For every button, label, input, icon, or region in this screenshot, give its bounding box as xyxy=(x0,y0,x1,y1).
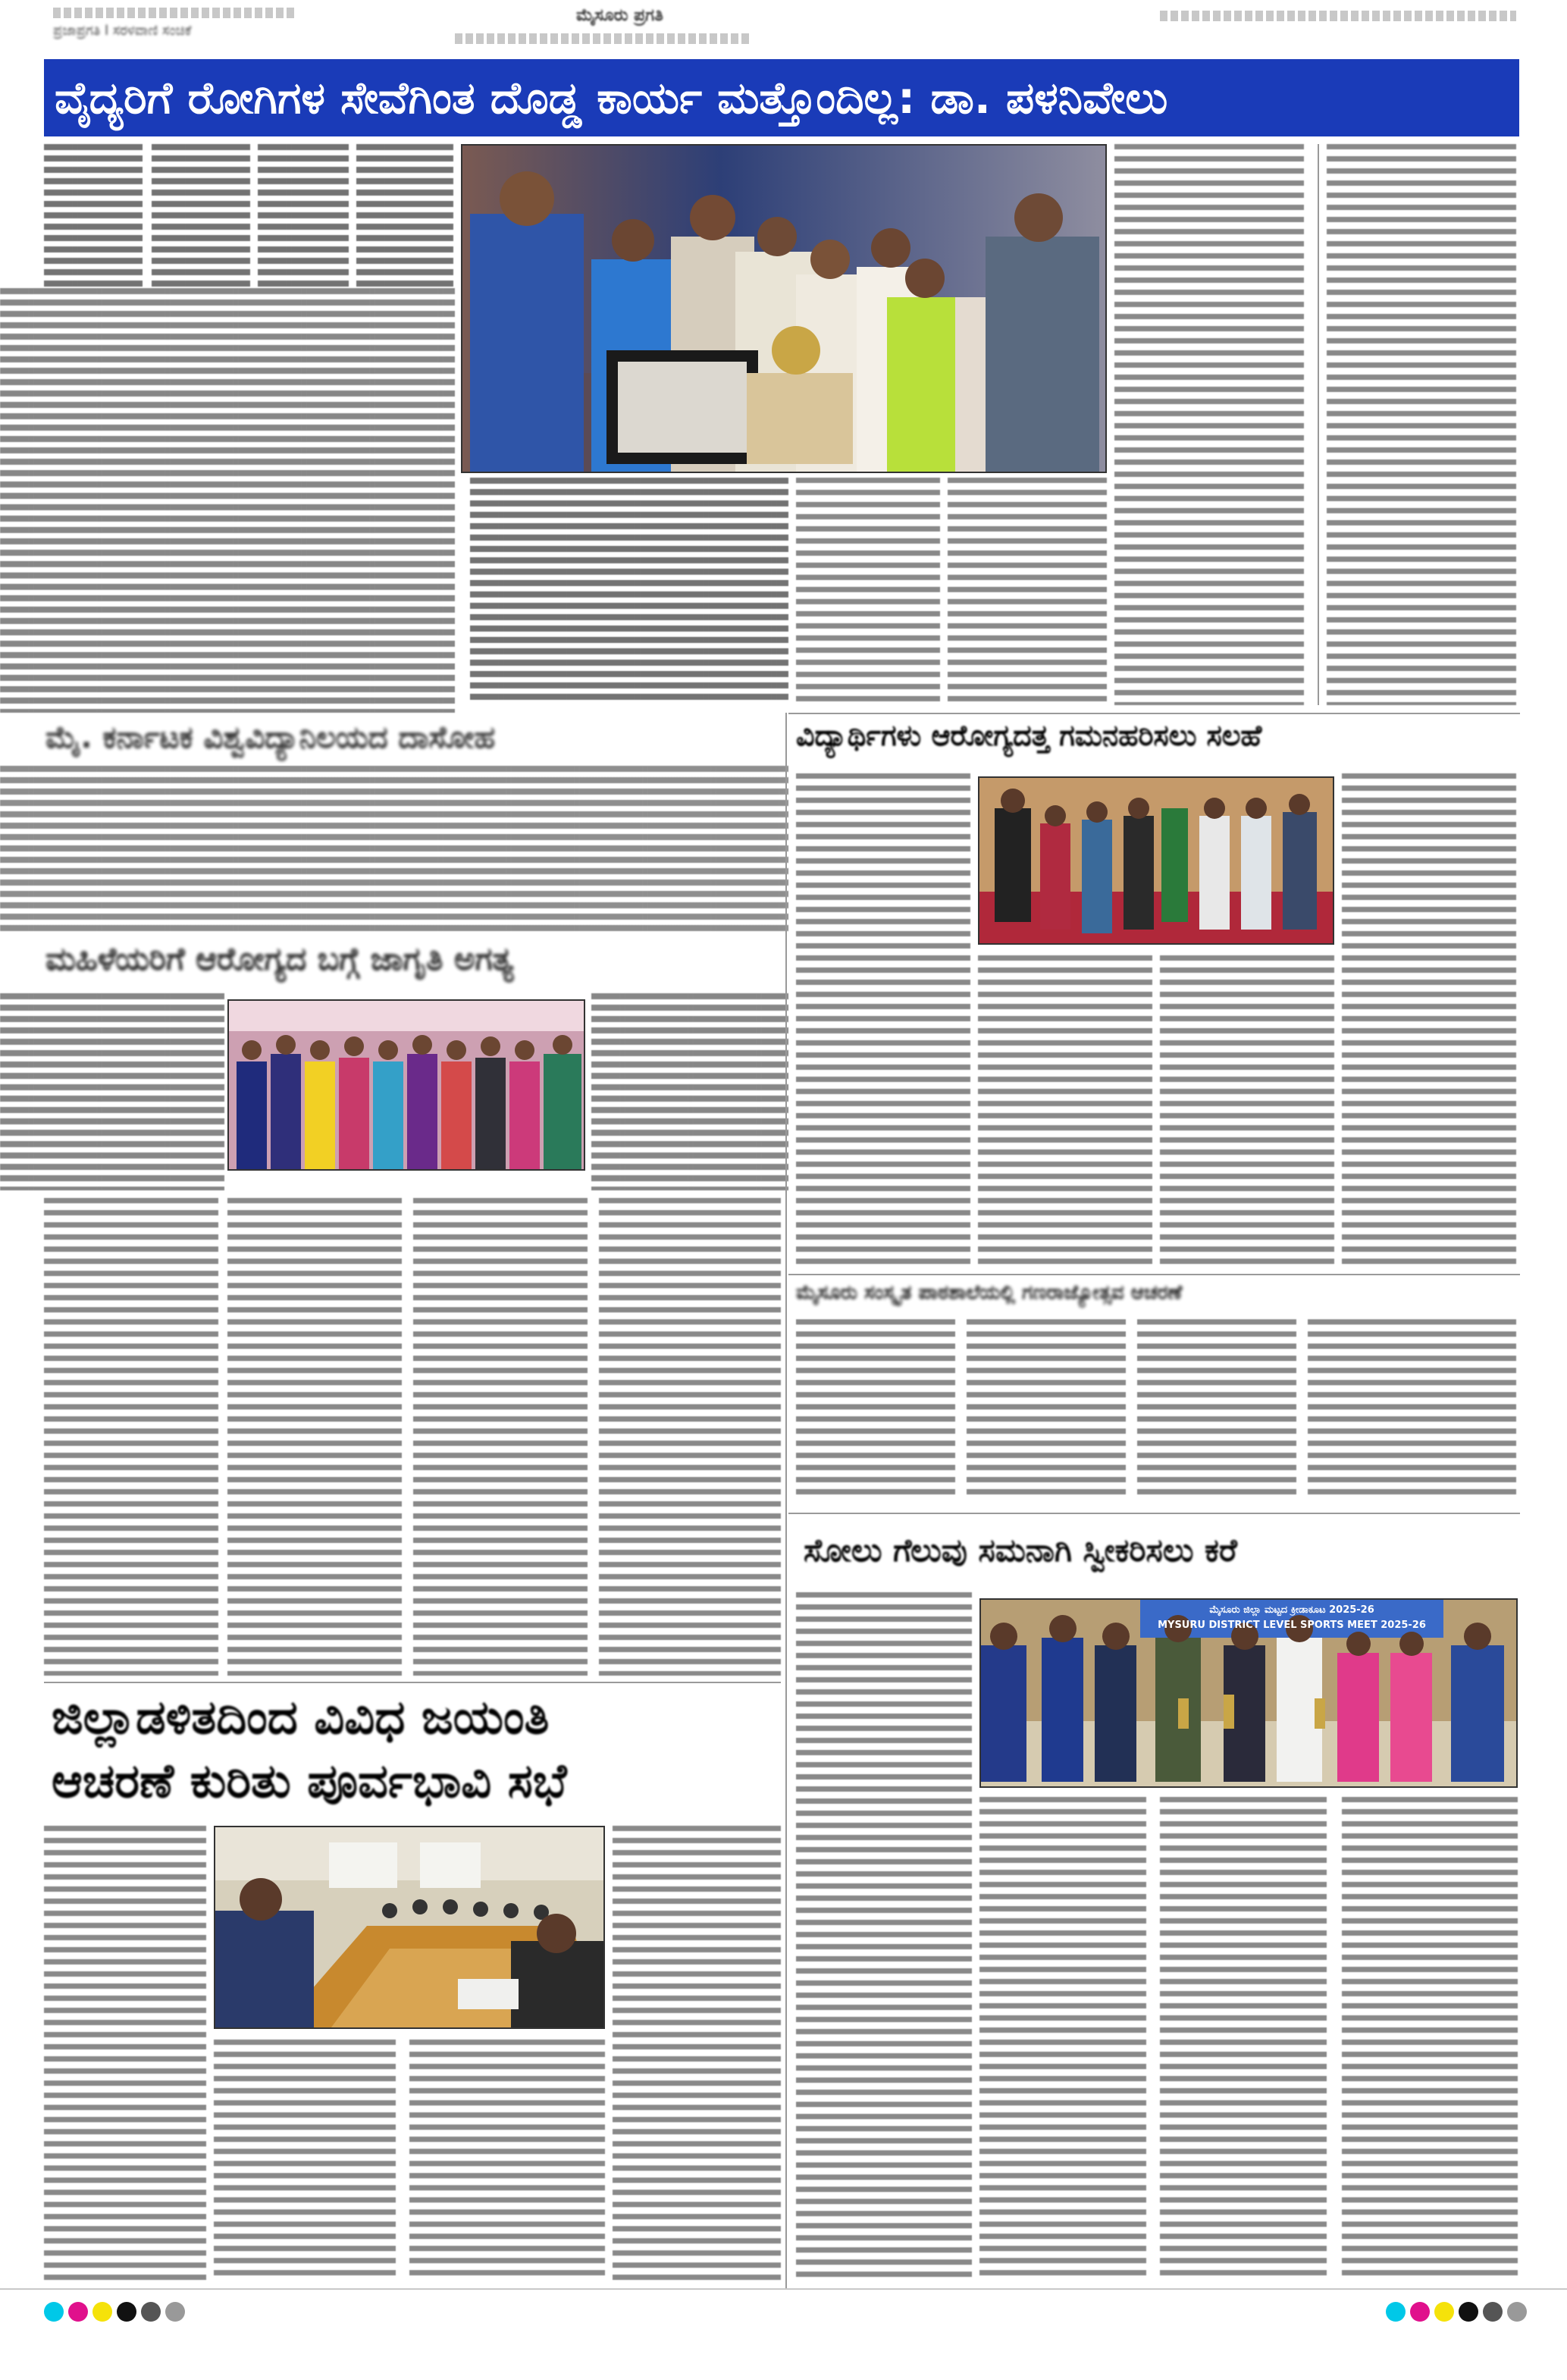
small-story-col-a xyxy=(796,1319,955,1501)
story-3-text-col-a xyxy=(44,1826,206,2281)
faded-headline-2: ಮಹಿಳೆಯರಿಗೆ ಆರೋಗ್ಯದ ಬಗ್ಗೆ ಜಾಗೃತಿ ಅಗತ್ಯ xyxy=(45,940,514,977)
left-text-col-c xyxy=(413,1198,588,1676)
sports-banner-english: MYSURU DISTRICT LEVEL SPORTS MEET 2025-26 xyxy=(1158,1620,1426,1631)
story-2-photo xyxy=(978,776,1334,945)
story-4-text-col-d xyxy=(1342,1797,1518,2282)
masthead-left-text: ಪ್ರಜಾಪ್ರಗತಿ l ಸರಳವಾಣಿ ಸಂಚಿಕೆ xyxy=(53,23,192,39)
registration-marks-right xyxy=(1386,2302,1527,2322)
page-header xyxy=(0,0,1567,53)
story-2-headline: ವಿದ್ಯಾರ್ಥಿಗಳು ಆರೋಗ್ಯದತ್ತ ಗಮನಹರಿಸಲು ಸಲಹೆ xyxy=(796,719,1262,752)
section-rule xyxy=(44,1682,781,1683)
lead-text-col-5 xyxy=(470,478,788,705)
small-story-col-b xyxy=(967,1319,1126,1501)
column-rule xyxy=(1318,144,1319,705)
faded-text-block-3 xyxy=(0,993,224,1190)
lead-text-col-9 xyxy=(1327,144,1516,705)
small-story-col-c xyxy=(1137,1319,1296,1501)
lead-text-col-8 xyxy=(1114,144,1304,705)
small-headline-right: ಮೈಸೂರು ಸಂಸ್ಕೃತ ಪಾಠಶಾಲೆಯಲ್ಲಿ ಗಣರಾಜ್ಯೋತ್ಸವ ಆಚರಣೆ xyxy=(796,1281,1183,1304)
story-4-text-col-a xyxy=(796,1592,972,2282)
section-rule xyxy=(788,1274,1520,1275)
lead-text-col-1 xyxy=(44,144,143,288)
faded-text-block-2 xyxy=(0,766,788,933)
left-text-col-b xyxy=(227,1198,402,1676)
faded-headline-1: ಮೈ. ಕರ್ನಾಟಕ ವಿಶ್ವವಿದ್ಯಾನಿಲಯದ ದಾಸೋಹ xyxy=(45,720,496,755)
story-4-text-col-b xyxy=(979,1797,1146,2282)
registration-marks-left xyxy=(44,2302,185,2322)
story-4-headline: ಸೋಲು ಗೆಲುವು ಸಮನಾಗಿ ಸ್ವೀಕರಿಸಲು ಕರೆ xyxy=(804,1532,1237,1569)
story-3-headline-line2: ಆಚರಣೆ ಕುರಿತು ಪೂರ್ವಭಾವಿ ಸಭೆ xyxy=(52,1753,567,1808)
story-2-text-col-b xyxy=(978,955,1152,1266)
footer-rule xyxy=(0,2288,1567,2290)
section-rule xyxy=(788,1513,1520,1514)
lead-photo xyxy=(461,144,1107,473)
sports-banner-kannada: ಮೈಸೂರು ಜಿಲ್ಲಾ ಮಟ್ಟದ ಕ್ರೀಡಾಕೂಟ 2025-26 xyxy=(1209,1604,1374,1616)
lead-text-col-7 xyxy=(948,478,1107,705)
left-text-col-d xyxy=(599,1198,781,1676)
faded-text-block-4 xyxy=(591,993,788,1190)
story-2-text-col-c xyxy=(1160,955,1334,1266)
story-4-sports-photo xyxy=(979,1598,1518,1788)
section-rule xyxy=(788,713,1520,714)
left-text-col-a xyxy=(44,1198,218,1676)
masthead-center-text: ಮೈಸೂರು ಪ್ರಗತಿ xyxy=(576,6,663,25)
lead-text-col-4 xyxy=(356,144,453,288)
lead-text-col-2 xyxy=(152,144,250,288)
group-photo-women xyxy=(227,999,585,1171)
small-story-col-d xyxy=(1308,1319,1516,1501)
story-3-text-col-b xyxy=(214,2040,396,2282)
story-4-text-col-c xyxy=(1160,1797,1327,2282)
story-3-text-col-c xyxy=(409,2040,605,2282)
story-2-text-col-d xyxy=(1342,773,1516,1266)
center-column-rule xyxy=(785,713,787,2290)
story-3-headline-line1: ಜಿಲ್ಲಾಡಳಿತದಿಂದ ವಿವಿಧ ಜಯಂತಿ xyxy=(52,1689,550,1745)
story-2-text-col-a xyxy=(796,773,970,1266)
lead-text-block-faded xyxy=(0,288,455,713)
lead-text-col-3 xyxy=(258,144,349,288)
lead-headline: ವೈದ್ಯರಿಗೆ ರೋಗಿಗಳ ಸೇವೆಗಿಂತ ದೊಡ್ಡ ಕಾರ್ಯ ಮತ್ತೊಂದಿಲ್ಲ: ಡಾ. ಪಳನಿವೇಲು xyxy=(44,59,1519,136)
lead-text-col-6 xyxy=(796,478,940,705)
story-3-text-col-d xyxy=(613,1826,781,2281)
story-3-meeting-photo xyxy=(214,1826,605,2029)
